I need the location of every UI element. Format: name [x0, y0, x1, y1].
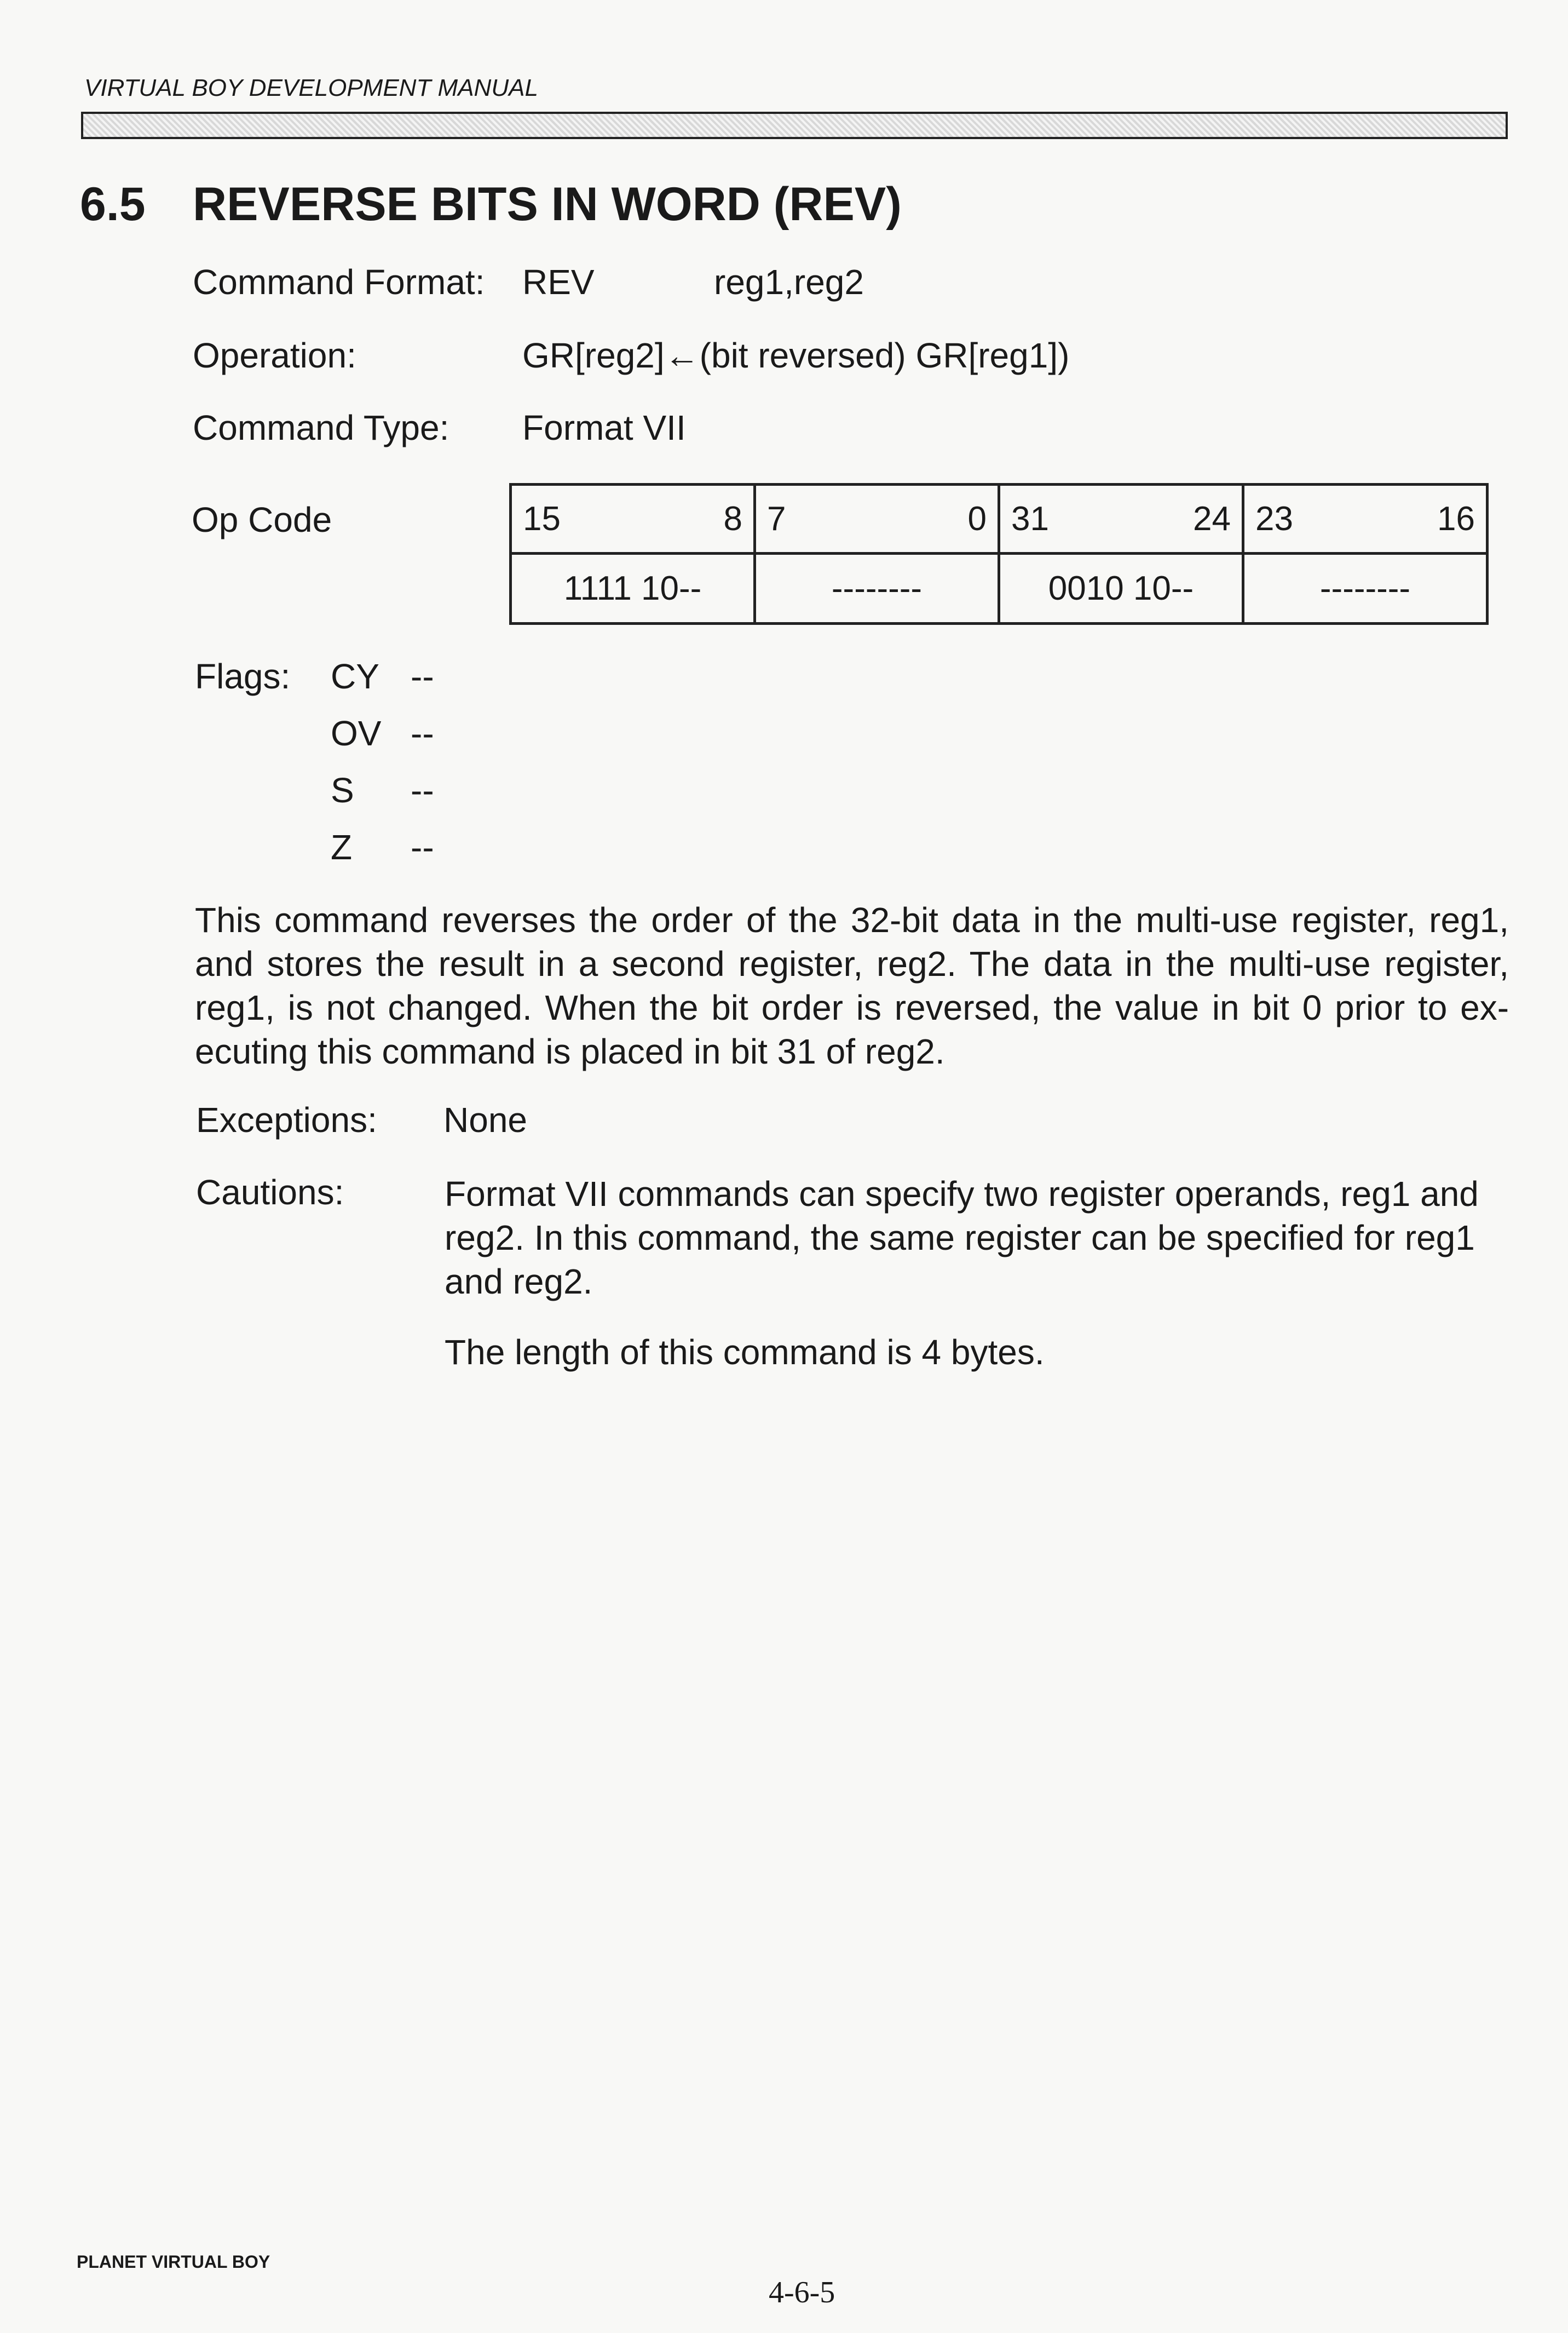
- operation-label: Operation:: [193, 336, 356, 375]
- cautions-label: Cautions:: [196, 1173, 344, 1212]
- opcode-field-2-bits: [755, 485, 999, 554]
- opcode-field-1-value: 1111 10--: [511, 554, 755, 624]
- command-type-value: Format VII: [522, 408, 686, 447]
- command-format-label: Command Format:: [193, 262, 485, 302]
- exceptions-value: None: [443, 1100, 527, 1140]
- section-number: 6.5: [80, 178, 146, 231]
- bit-lo: 24: [1193, 500, 1231, 538]
- opcode-value-row: [511, 554, 1488, 624]
- bit-hi: 31: [1011, 500, 1049, 538]
- opcode-field-2-value: --------: [755, 554, 999, 624]
- bit-hi: 7: [767, 500, 786, 538]
- running-head: VIRTUAL BOY DEVELOPMENT MANUAL: [84, 74, 538, 101]
- exceptions-label: Exceptions:: [196, 1100, 377, 1140]
- header-bar: [81, 112, 1508, 139]
- footer-publisher: PLANET VIRTUAL BOY: [77, 2252, 270, 2272]
- opcode-field-4-bits: [1243, 485, 1488, 554]
- bit-lo: 16: [1437, 500, 1475, 538]
- flag-name: S: [331, 771, 354, 810]
- description-paragraph: This command reverses the order of the 32-bit data in the multi-use register, reg1, and stores the result in a second register, reg2. The data in the multi-use register, reg1, is not changed. When the bit order is reversed, the value in bit 0 prior to ex-ecuting this command is placed in bit 31 of reg2.: [195, 900, 1509, 1071]
- flag-value: --: [411, 657, 434, 696]
- bit-hi: 23: [1255, 500, 1293, 538]
- bit-lo: 8: [723, 500, 742, 538]
- opcode-bit-row: [511, 485, 1488, 554]
- flag-value: --: [411, 771, 434, 810]
- opcode-label: Op Code: [192, 500, 332, 539]
- opcode-field-3-value: 0010 10--: [999, 554, 1243, 624]
- operation-value: GR[reg2]←(bit reversed) GR[reg1]): [522, 336, 1070, 375]
- opcode-field-3-bits: [999, 485, 1243, 554]
- flag-name: OV: [331, 714, 382, 753]
- command-length-note: The length of this command is 4 bytes.: [445, 1332, 1045, 1372]
- opcode-field-4-value: --------: [1243, 554, 1488, 624]
- cautions-text: Format VII commands can specify two register operands, reg1 and reg2. In this command, the same register can be specified for reg1 and reg2.: [445, 1174, 1479, 1301]
- flags-label: Flags:: [195, 657, 291, 696]
- command-type-label: Command Type:: [193, 408, 449, 447]
- command-format-operands: reg1,reg2: [714, 262, 864, 302]
- opcode-table: [509, 483, 1489, 625]
- flag-name: Z: [331, 828, 353, 867]
- page-number: 4-6-5: [769, 2275, 835, 2309]
- bit-hi: 15: [523, 500, 561, 538]
- flag-value: --: [411, 714, 434, 753]
- flag-value: --: [411, 828, 434, 867]
- flag-name: CY: [331, 657, 379, 696]
- command-format-mnemonic: REV: [522, 262, 595, 302]
- opcode-field-1-bits: [511, 485, 755, 554]
- bit-lo: 0: [967, 500, 987, 538]
- section-title: REVERSE BITS IN WORD (REV): [193, 178, 902, 231]
